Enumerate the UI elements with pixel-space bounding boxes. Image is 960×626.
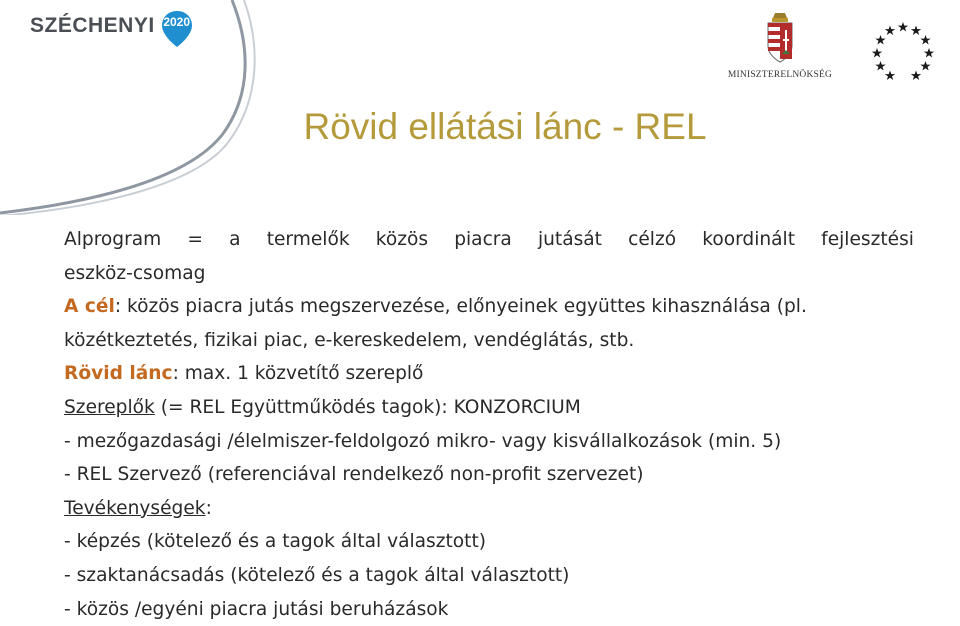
activities-colon: : (205, 497, 212, 519)
ministry-label: MINISZTERELNÖKSÉG (727, 70, 833, 80)
body-word: koordinált (702, 229, 796, 250)
body-word: = (187, 229, 203, 250)
goal-text: : közös piacra jutás megszervezése, előnyeinek együttes kihasználása (pl. (114, 296, 807, 318)
body-word: a (229, 229, 241, 250)
szechenyi-year: 2020 (163, 15, 191, 29)
body-line-10: - képzés (kötelező és a tagok által választott) (64, 531, 486, 553)
body-line-4: közétkeztetés, fizikai piac, e-kereskedelem, vendéglátás, stb. (64, 329, 635, 351)
body-line-8: - REL Szervező (referenciával rendelkező non-profit szervezet) (64, 464, 644, 486)
body-line-3 (64, 290, 914, 324)
short-chain-text: : max. 1 közvetítő szereplő (172, 363, 424, 385)
body-line-1 (64, 223, 914, 257)
actors-text: (= REL Együttműködés tagok): KONZORCIUM (154, 396, 581, 418)
body-line-9 (64, 492, 914, 526)
body-line-7: - mezőgazdasági /élelmiszer-feldolgozó mikro- vagy kisvállalkozások (min. 5) (64, 430, 782, 452)
body-word: termelők (266, 229, 350, 250)
body-line-5 (64, 357, 914, 391)
hungarian-coat-of-arms-icon (720, 10, 840, 70)
body-word: jutását (537, 229, 602, 250)
body-word: közös (375, 229, 429, 250)
eu-stars-icon (850, 8, 955, 80)
body-line-6 (64, 391, 914, 425)
short-chain-label: Rövid lánc (64, 363, 173, 385)
body-word: célzó (628, 229, 677, 250)
szechenyi-wordmark: SZÉCHENYI (30, 14, 155, 37)
szechenyi-pin-icon (160, 9, 194, 43)
ministry-logo (720, 10, 840, 82)
body-line-2: eszköz-csomag (64, 262, 206, 284)
body-line-11: - szaktanácsadás (kötelező és a tagok által választott) (64, 564, 570, 586)
body-word: fejlesztési (821, 229, 914, 250)
eu-logo (850, 8, 955, 80)
szechenyi-2020-logo (30, 6, 250, 46)
activities-label: Tevékenységek (64, 497, 206, 519)
slide-title: Rövid ellátási lánc - REL (303, 106, 707, 147)
goal-label: A cél (64, 296, 115, 318)
actors-label: Szereplők (64, 396, 155, 418)
body-word: Alprogram (64, 229, 162, 250)
slide-body (64, 223, 914, 626)
body-word: piacra (454, 229, 512, 250)
body-line-12: - közös /egyéni piacra jutási beruházások (64, 598, 449, 620)
